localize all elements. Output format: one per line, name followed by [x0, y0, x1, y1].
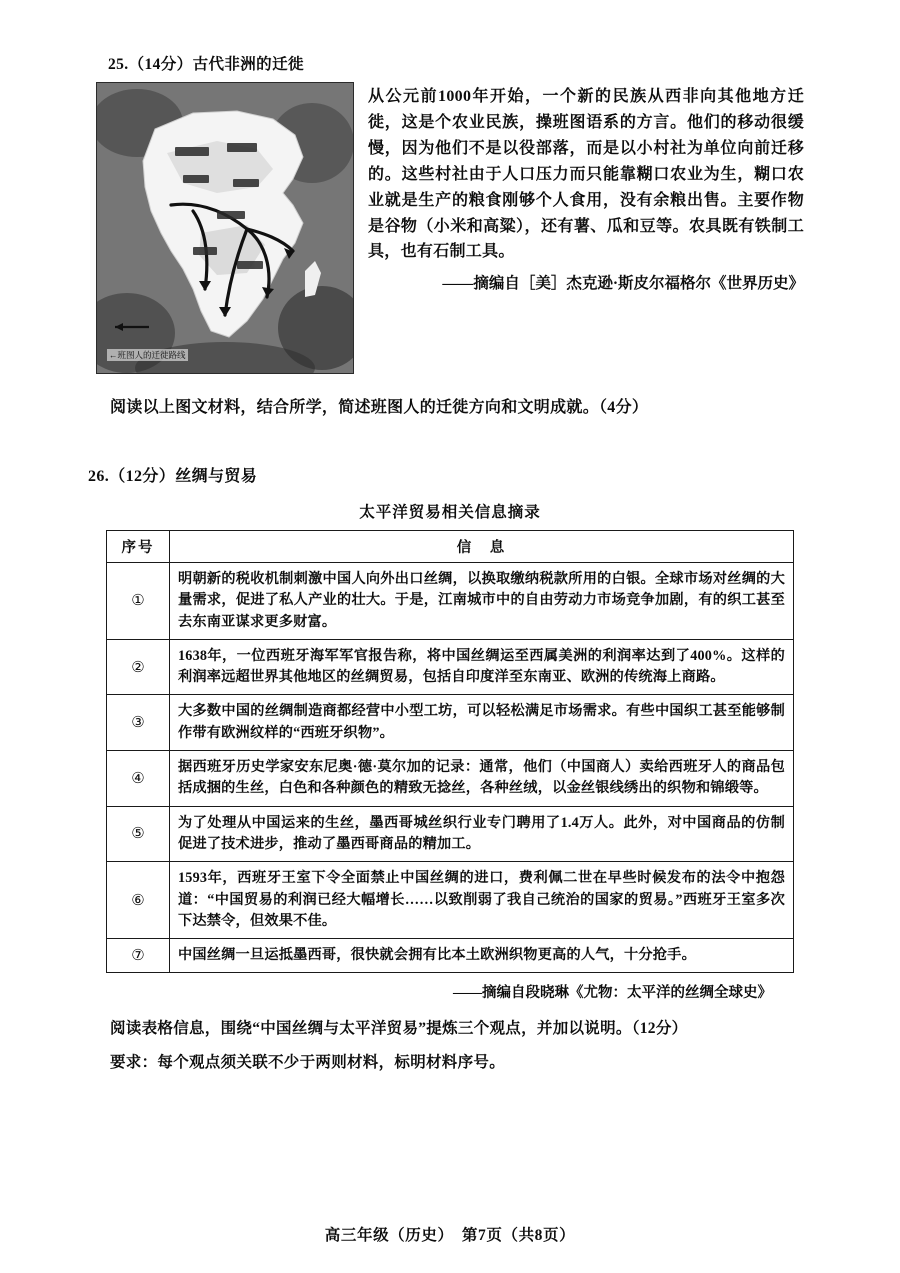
column-header-info: 信 息: [170, 531, 794, 563]
table-row: [107, 563, 794, 640]
row-info: 大多数中国的丝绸制造商都经营中小型工坊，可以轻松满足市场需求。有些中国织工甚至能够制作带有欧洲纹样的“西班牙织物”。: [170, 695, 794, 751]
table-row: [107, 751, 794, 807]
africa-map-illustration: [97, 83, 353, 373]
table-row: [107, 806, 794, 862]
question-26-prompt: 阅读表格信息，围绕“中国丝绸与太平洋贸易”提炼三个观点，并加以说明。（12分）: [110, 1020, 688, 1038]
row-info: 据西班牙历史学家安东尼奥·德·莫尔加的记录：通常，他们（中国商人）卖给西班牙人的商品包括成捆的生丝，白色和各种颜色的精致无捻丝，各种丝绒，以金丝银线绣出的织物和锦缎等。: [170, 751, 794, 807]
table-row: [107, 862, 794, 939]
page-footer: 高三年级（历史） 第7页（共8页）: [324, 1227, 576, 1244]
row-number: ④: [107, 751, 170, 807]
question-26: [88, 463, 804, 1072]
question-26-requirement: 要求：每个观点须关联不少于两则材料，标明材料序号。: [110, 1054, 506, 1072]
row-info: 中国丝绸一旦运抵墨西哥，很快就会拥有比本土欧洲织物更高的人气，十分抢手。: [170, 939, 794, 973]
row-number: ⑦: [107, 939, 170, 973]
row-number: ③: [107, 695, 170, 751]
africa-migration-map-figure: [96, 82, 354, 374]
question-25: [96, 52, 804, 417]
row-number: ⑤: [107, 806, 170, 862]
question-25-title: 25.（14分）古代非洲的迁徙: [108, 56, 304, 73]
table-row: [107, 639, 794, 695]
table-caption: 太平洋贸易相关信息摘录: [359, 504, 541, 521]
row-number: ①: [107, 563, 170, 640]
table-header-row: [107, 531, 794, 563]
map-legend-label: ←班图人的迁徙路线: [109, 350, 186, 360]
row-number: ②: [107, 639, 170, 695]
table-row: [107, 695, 794, 751]
row-info: 为了处理从中国运来的生丝，墨西哥城丝织行业专门聘用了1.4万人。此外，对中国商品的仿制促进了技术进步，推动了墨西哥商品的精加工。: [170, 806, 794, 862]
question-25-body: [96, 82, 804, 374]
row-info: 1593年，西班牙王室下令全面禁止中国丝绸的进口，费利佩二世在早些时候发布的法令中抱怨道：“中国贸易的利润已经大幅增长……以致削弱了我自己统治的国家的贸易。”西班牙王室多次下达禁令，但效果不佳。: [170, 862, 794, 939]
question-26-source: ——摘编自段晓琳《尤物：太平洋的丝绸全球史》: [453, 985, 772, 1002]
table-row: [107, 939, 794, 973]
row-info: 明朝新的税收机制刺激中国人向外出口丝绸，以换取缴纳税款所用的白银。全球市场对丝绸的大量需求，促进了私人产业的壮大。于是，江南城市中的自由劳动力市场竞争加剧，有的织工甚至去东南亚谋求更多财富。: [170, 563, 794, 640]
row-info: 1638年，一位西班牙海军军官报告称，将中国丝绸运至西属美洲的利润率达到了400%。这样的利润率远超世界其他地区的丝绸贸易，包括自印度洋至东南亚、欧洲的传统海上商路。: [170, 639, 794, 695]
column-header-no: 序号: [107, 531, 170, 563]
information-table: [106, 530, 794, 973]
question-25-prompt: 阅读以上图文材料，结合所学，简述班图人的迁徙方向和文明成就。（4分）: [110, 399, 649, 416]
question-25-passage: 从公元前1000年开始，一个新的民族从西非向其他地方迁徙，这是个农业民族，操班图语系的方言。他们的移动很缓慢，因为他们不是以役部落，而是以小村社为单位向前迁移的。这些村社由于人口压力而只能靠糊口农业为生，糊口农业就是生产的粮食刚够个人食用，没有余粮出售。主要作物是谷物（小米和高粱），还有薯、瓜和豆等。农具既有铁制工具，也有石制工具。: [368, 88, 804, 261]
question-25-source: ——摘编自［美］杰克逊·斯皮尔福格尔《世界历史》: [442, 275, 804, 293]
row-number: ⑥: [107, 862, 170, 939]
question-26-title: 26.（12分）丝绸与贸易: [88, 468, 258, 485]
